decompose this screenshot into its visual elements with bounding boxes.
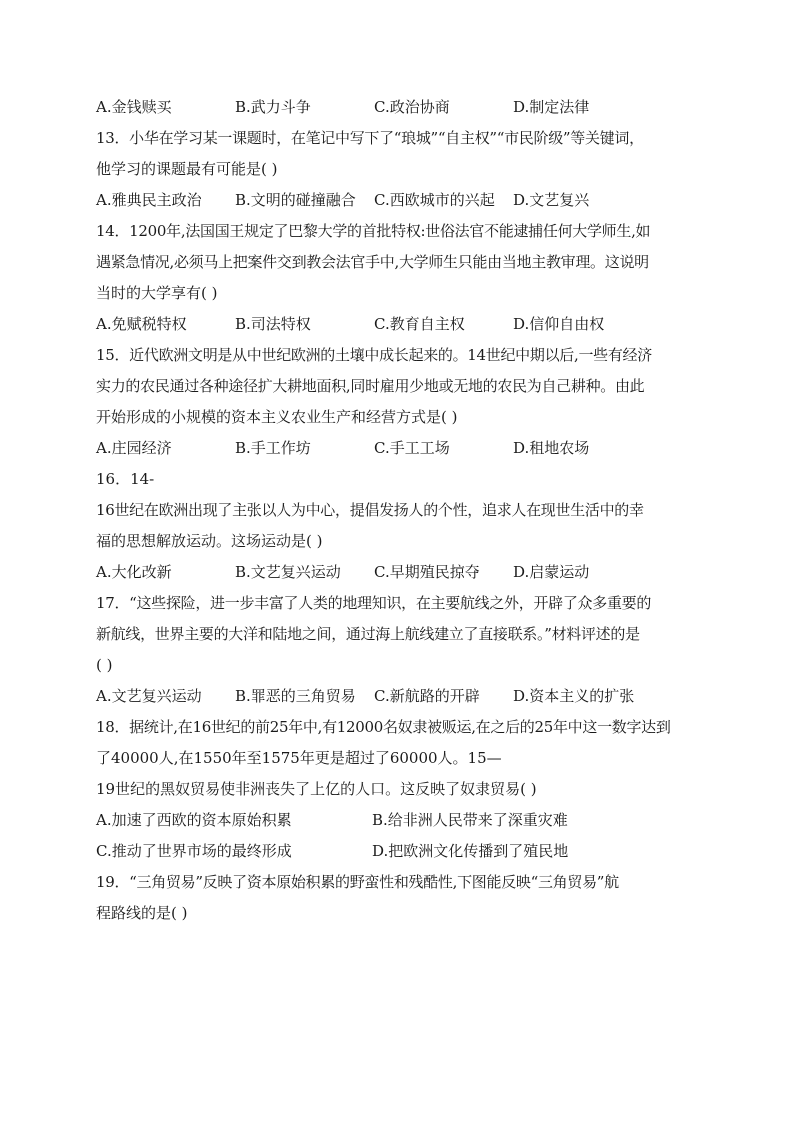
- q14-option-a[interactable]: A.免赋税特权: [96, 315, 187, 333]
- q18-stem-line-3: 19世纪的黑奴贸易使非洲丧失了上亿的人口。这反映了奴隶贸易( ): [96, 780, 537, 798]
- q18-option-c[interactable]: C.推动了世界市场的最终形成: [96, 842, 292, 860]
- q13-option-a[interactable]: A.雅典民主政治: [96, 191, 202, 209]
- q15-option-a[interactable]: A.庄园经济: [96, 439, 172, 457]
- q13-stem-line-2: 他学习的课题最有可能是( ): [96, 160, 278, 178]
- q16-option-a[interactable]: A.大化改新: [96, 563, 172, 581]
- q14-options: [96, 309, 704, 340]
- q19-stem-line-1: 19．“三角贸易”反映了资本原始积累的野蛮性和残酷性,下图能反映“三角贸易”航: [96, 873, 619, 891]
- q18-option-b[interactable]: B.给非洲人民带来了深重灾难: [372, 811, 568, 829]
- q12-options: [96, 92, 704, 123]
- q16-stem-line-2: 16世纪在欧洲出现了主张以人为中心，提倡发扬人的个性，追求人在现世生活中的幸: [96, 501, 644, 519]
- q17-option-a[interactable]: A.文艺复兴运动: [96, 687, 202, 705]
- q13-option-b[interactable]: B.文明的碰撞融合: [235, 191, 356, 209]
- q15-option-c[interactable]: C.手工工场: [374, 439, 450, 457]
- q17-options: [96, 681, 704, 712]
- q17-stem-line-3: ( ): [96, 656, 113, 674]
- q18-option-d[interactable]: D.把欧洲文化传播到了殖民地: [372, 842, 569, 860]
- q14-stem-line-2: 遇紧急情况,必须马上把案件交到教会法官手中,大学师生只能由当地主教审理。这说明: [96, 253, 649, 271]
- q15-stem-line-3: 开始形成的小规模的资本主义农业生产和经营方式是( ): [96, 408, 458, 426]
- exam-page: [96, 92, 704, 929]
- q18-stem-line-2: 了40000人,在1550年至1575年更是超过了60000人。15—: [96, 749, 502, 767]
- q13-option-d[interactable]: D.文艺复兴: [513, 191, 590, 209]
- q17-stem-line-2: 新航线，世界主要的大洋和陆地之间，通过海上航线建立了直接联系。”材料评述的是: [96, 625, 640, 643]
- q16-option-c[interactable]: C.早期殖民掠夺: [374, 563, 480, 581]
- q16-option-d[interactable]: D.启蒙运动: [513, 563, 590, 581]
- q15-options: [96, 433, 704, 464]
- q17-stem-line-1: 17．“这些探险，进一步丰富了人类的地理知识，在主要航线之外，开辟了众多重要的: [96, 594, 652, 612]
- q17-option-d[interactable]: D.资本主义的扩张: [513, 687, 635, 705]
- q14-option-d[interactable]: D.信仰自由权: [513, 315, 605, 333]
- q12-option-c[interactable]: C.政治协商: [374, 98, 450, 116]
- q13-stem-line-1: 13．小华在学习某一课题时，在笔记中写下了“琅城”“自主权”“市民阶级”等关键词，: [96, 129, 644, 147]
- q14-option-c[interactable]: C.教育自主权: [374, 315, 465, 333]
- q18-stem-line-1: 18．据统计,在16世纪的前25年中,有12000名奴隶被贩运,在之后的25年中这一数字达到: [96, 718, 671, 736]
- q16-options: [96, 557, 704, 588]
- q15-option-d[interactable]: D.租地农场: [513, 439, 590, 457]
- q19-stem-line-2: 程路线的是( ): [96, 904, 188, 922]
- q16-stem-line-3: 福的思想解放运动。这场运动是( ): [96, 532, 323, 550]
- q13-option-c[interactable]: C.西欧城市的兴起: [374, 191, 495, 209]
- q12-option-a[interactable]: A.金钱赎买: [96, 98, 172, 116]
- q16-option-b[interactable]: B.文艺复兴运动: [235, 563, 341, 581]
- q12-option-b[interactable]: B.武力斗争: [235, 98, 311, 116]
- q18-option-a[interactable]: A.加速了西欧的资本原始积累: [96, 811, 292, 829]
- q14-option-b[interactable]: B.司法特权: [235, 315, 311, 333]
- q15-stem-line-2: 实力的农民通过各种途径扩大耕地面积,同时雇用少地或无地的农民为自己耕种。由此: [96, 377, 645, 395]
- q17-option-c[interactable]: C.新航路的开辟: [374, 687, 480, 705]
- q13-options: [96, 185, 704, 216]
- q14-stem-line-1: 14．1200年,法国国王规定了巴黎大学的首批特权:世俗法官不能逮捕任何大学师生,如: [96, 222, 651, 240]
- q15-option-b[interactable]: B.手工作坊: [235, 439, 311, 457]
- q17-option-b[interactable]: B.罪恶的三角贸易: [235, 687, 356, 705]
- q15-stem-line-1: 15．近代欧洲文明是从中世纪欧洲的土壤中成长起来的。14世纪中期以后,一些有经济: [96, 346, 652, 364]
- q18-options-row-2: [96, 836, 704, 867]
- q16-stem-line-1: 16．14-: [96, 470, 155, 488]
- q12-option-d[interactable]: D.制定法律: [513, 98, 590, 116]
- q18-options-row-1: [96, 805, 704, 836]
- q14-stem-line-3: 当时的大学享有( ): [96, 284, 218, 302]
